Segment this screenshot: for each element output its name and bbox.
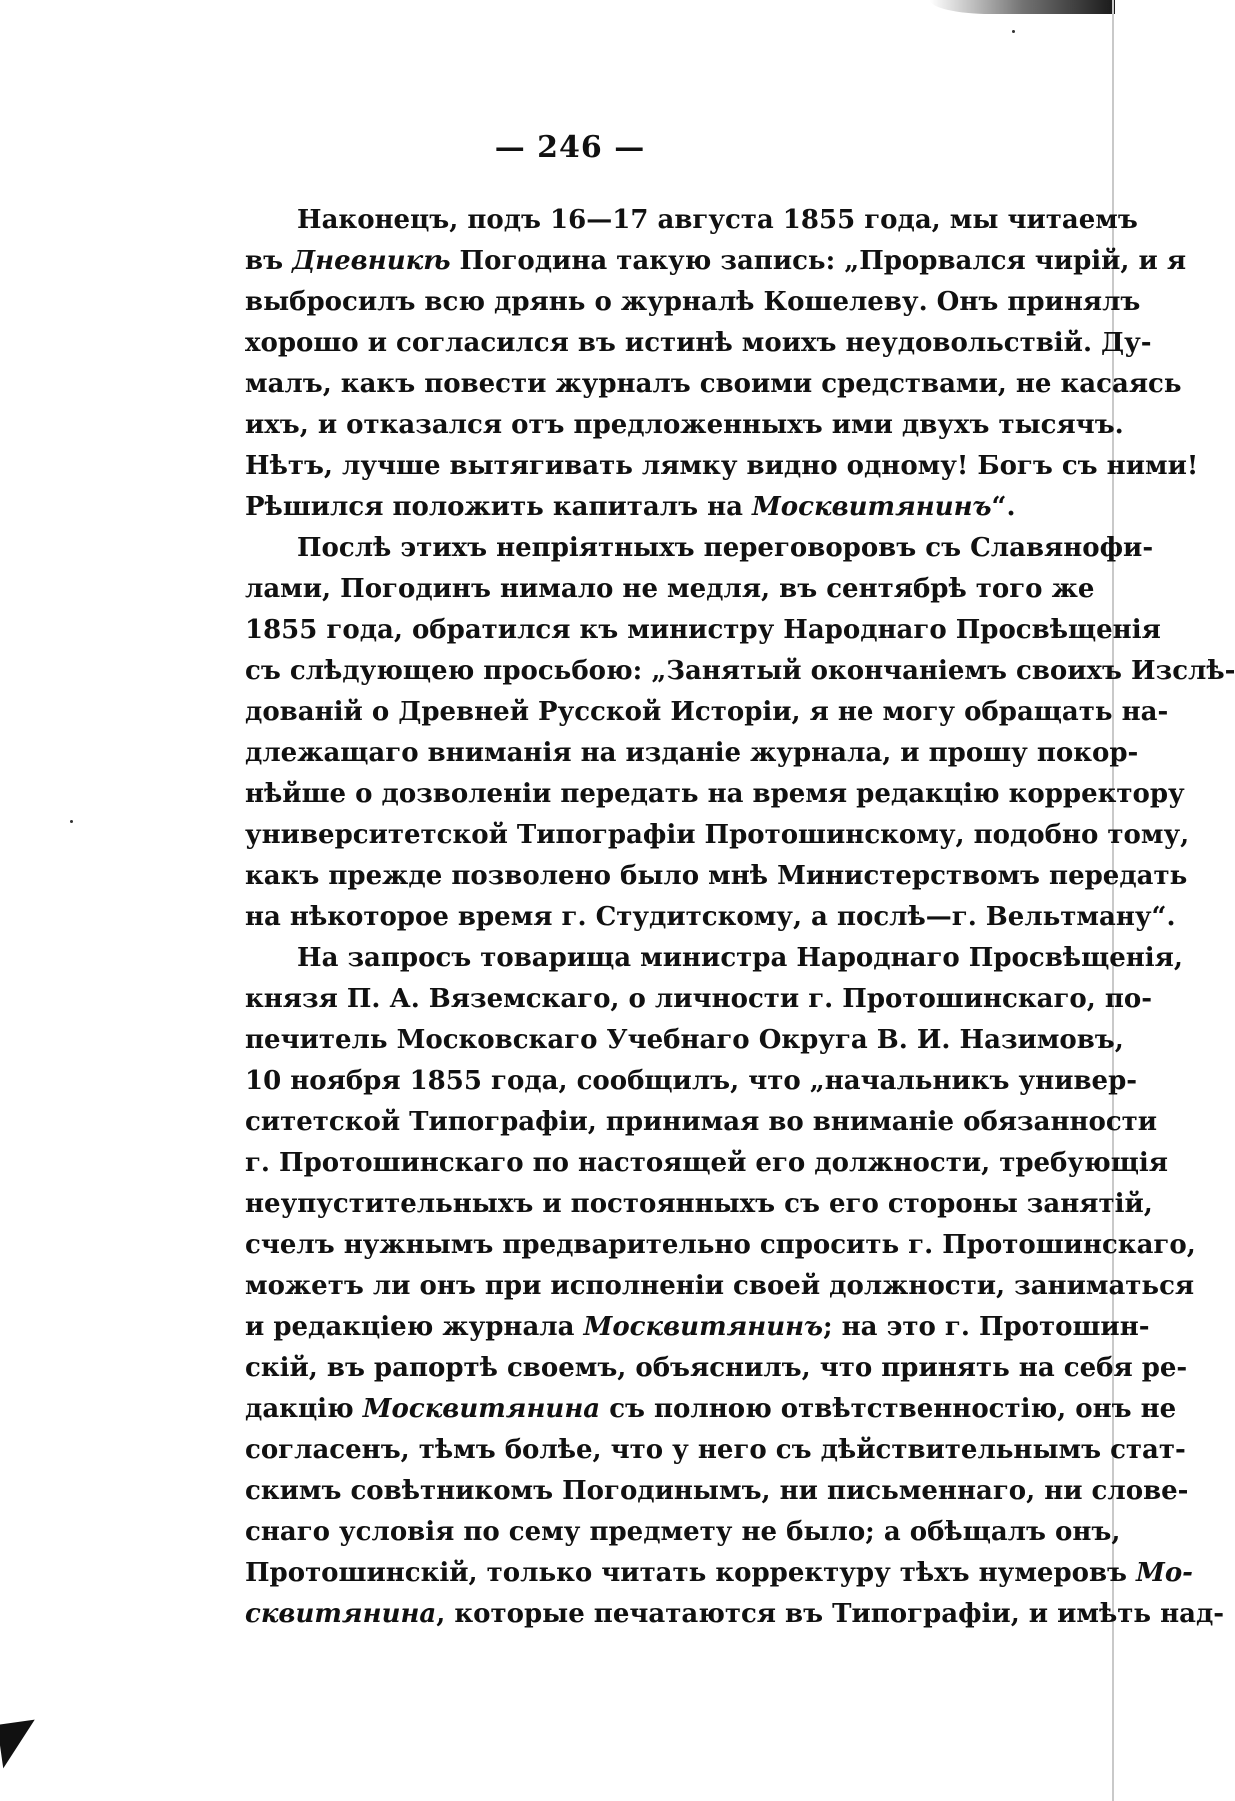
- text-line: [245, 733, 1139, 774]
- text-line: [245, 1430, 1186, 1471]
- scan-speck: [70, 820, 73, 823]
- text-run: университетской Типографіи Протошинскому, подобно тому,: [245, 820, 1190, 850]
- text-line: [245, 1553, 1193, 1594]
- text-line: [245, 241, 1187, 282]
- text-line: [245, 528, 1154, 569]
- text-run: снаго условія по сему предмету не было; а обѣщалъ онъ,: [245, 1517, 1121, 1547]
- text-run: малъ, какъ повести журналъ своими средствами, не касаясь: [245, 369, 1182, 399]
- text-line: [245, 1594, 1225, 1635]
- text-run: хорошо и согласился въ истинѣ моихъ неудовольствій. Ду-: [245, 328, 1152, 358]
- text-line: [245, 1020, 1124, 1061]
- text-line: [245, 856, 1188, 897]
- text-line: [245, 1102, 1158, 1143]
- text-line: [245, 1184, 1153, 1225]
- text-run: какъ прежде позволено было мнѣ Министерствомъ передать: [245, 861, 1188, 891]
- text-line: [245, 610, 1161, 651]
- text-line: [245, 364, 1182, 405]
- text-line: [245, 405, 1124, 446]
- text-line: [245, 979, 1153, 1020]
- text-run: На запросъ товарища министра Народнаго Просвѣщенія,: [297, 943, 1183, 973]
- text-run: “.: [991, 492, 1016, 522]
- text-run: можетъ ли онъ при исполненіи своей должности, заниматься: [245, 1271, 1195, 1301]
- text-run: Послѣ этихъ непріятныхъ переговоровъ съ Славянофи-: [297, 533, 1154, 563]
- text-run: ситетской Типографіи, принимая во вниманіе обязанности: [245, 1107, 1158, 1137]
- text-line: [245, 1389, 1177, 1430]
- text-run: скимъ совѣтникомъ Погодинымъ, ни письменнаго, ни слове-: [245, 1476, 1189, 1506]
- italic-title: Москвитянинъ: [752, 492, 992, 522]
- italic-title: сквитянина: [245, 1599, 437, 1629]
- text-run: съ полною отвѣтственностію, онъ не: [600, 1394, 1177, 1424]
- text-run: скій, въ рапортѣ своемъ, объяснилъ, что принять на себя ре-: [245, 1353, 1188, 1383]
- text-line: [245, 692, 1169, 733]
- text-run: 1855 года, обратился къ министру Народнаго Просвѣщенія: [245, 615, 1161, 645]
- text-line: [245, 487, 1072, 528]
- scan-corner-mark: [0, 1720, 41, 1769]
- text-line: [245, 282, 1141, 323]
- italic-title: Мо-: [1136, 1558, 1193, 1588]
- scan-edge-shadow: [930, 0, 1115, 14]
- text-line: [245, 1225, 1196, 1266]
- text-line: [245, 1471, 1189, 1512]
- text-line: [245, 651, 1235, 692]
- text-run: г. Протошинскаго по настоящей его должности, требующія: [245, 1148, 1168, 1178]
- text-run: Рѣшился положить капиталъ на: [245, 492, 753, 522]
- text-line: [245, 1512, 1121, 1553]
- text-run: длежащаго вниманія на изданіе журнала, и прошу покор-: [245, 738, 1139, 768]
- text-run: Погодина такую запись: „Прорвался чирій, и я: [450, 246, 1187, 276]
- text-line: [245, 1061, 1138, 1102]
- text-run: князя П. А. Вяземскаго, о личности г. Протошинскаго, по-: [245, 984, 1153, 1014]
- text-run: , которые печатаются въ Типографіи, и имѣть над-: [436, 1599, 1225, 1629]
- text-run: 10 ноября 1855 года, сообщилъ, что „начальникъ универ-: [245, 1066, 1138, 1096]
- text-run: въ: [245, 246, 293, 276]
- body-text: [245, 200, 1235, 1635]
- text-run: на нѣкоторое время г. Студитскому, а послѣ—г. Вельтману“.: [245, 902, 1176, 932]
- text-run: Нѣтъ, лучше вытягивать лямку видно одному! Богъ съ ними!: [245, 451, 1199, 481]
- text-run: печитель Московскаго Учебнаго Округа В. И. Назимовъ,: [245, 1025, 1124, 1055]
- text-run: ; на это г. Протошин-: [823, 1312, 1150, 1342]
- text-line: [245, 200, 1138, 241]
- text-run: дованій о Древней Русской Исторіи, я не могу обращать на-: [245, 697, 1169, 727]
- text-line: [245, 1266, 1195, 1307]
- text-line: [245, 1307, 1150, 1348]
- text-run: ихъ, и отказался отъ предложенныхъ ими двухъ тысячъ.: [245, 410, 1124, 440]
- text-line: [245, 446, 1199, 487]
- text-run: лами, Погодинъ нимало не медля, въ сентябрѣ того же: [245, 574, 1095, 604]
- text-run: неупустительныхъ и постоянныхъ съ его стороны занятій,: [245, 1189, 1153, 1219]
- text-line: [245, 897, 1176, 938]
- text-line: [245, 569, 1095, 610]
- italic-title: Москвитянина: [362, 1394, 601, 1424]
- text-run: выбросилъ всю дрянь о журналѣ Кошелеву. Онъ принялъ: [245, 287, 1141, 317]
- page-number: — 246 —: [494, 130, 646, 165]
- text-run: Наконецъ, подъ 16—17 августа 1855 года, мы читаемъ: [297, 205, 1138, 235]
- text-line: [245, 1143, 1168, 1184]
- scan-speck: [1012, 30, 1015, 33]
- text-run: Протошинскій, только читать корректуру тѣхъ нумеровъ: [245, 1558, 1137, 1588]
- text-run: дакцію: [245, 1394, 363, 1424]
- italic-title: Дневникѣ: [292, 246, 451, 276]
- text-line: [245, 938, 1183, 979]
- text-line: [245, 323, 1152, 364]
- text-run: согласенъ, тѣмъ болѣе, что у него съ дѣйствительнымъ стат-: [245, 1435, 1186, 1465]
- italic-title: Москвитянинъ: [583, 1312, 823, 1342]
- text-line: [245, 1348, 1188, 1389]
- text-run: счелъ нужнымъ предварительно спросить г. Протошинскаго,: [245, 1230, 1196, 1260]
- text-run: и редакціею журнала: [245, 1312, 584, 1342]
- text-line: [245, 815, 1190, 856]
- text-run: нѣйше о дозволеніи передать на время редакцію корректору: [245, 779, 1185, 809]
- text-run: съ слѣдующею просьбою: „Занятый окончаніемъ своихъ Изслѣ-: [245, 656, 1235, 686]
- text-line: [245, 774, 1185, 815]
